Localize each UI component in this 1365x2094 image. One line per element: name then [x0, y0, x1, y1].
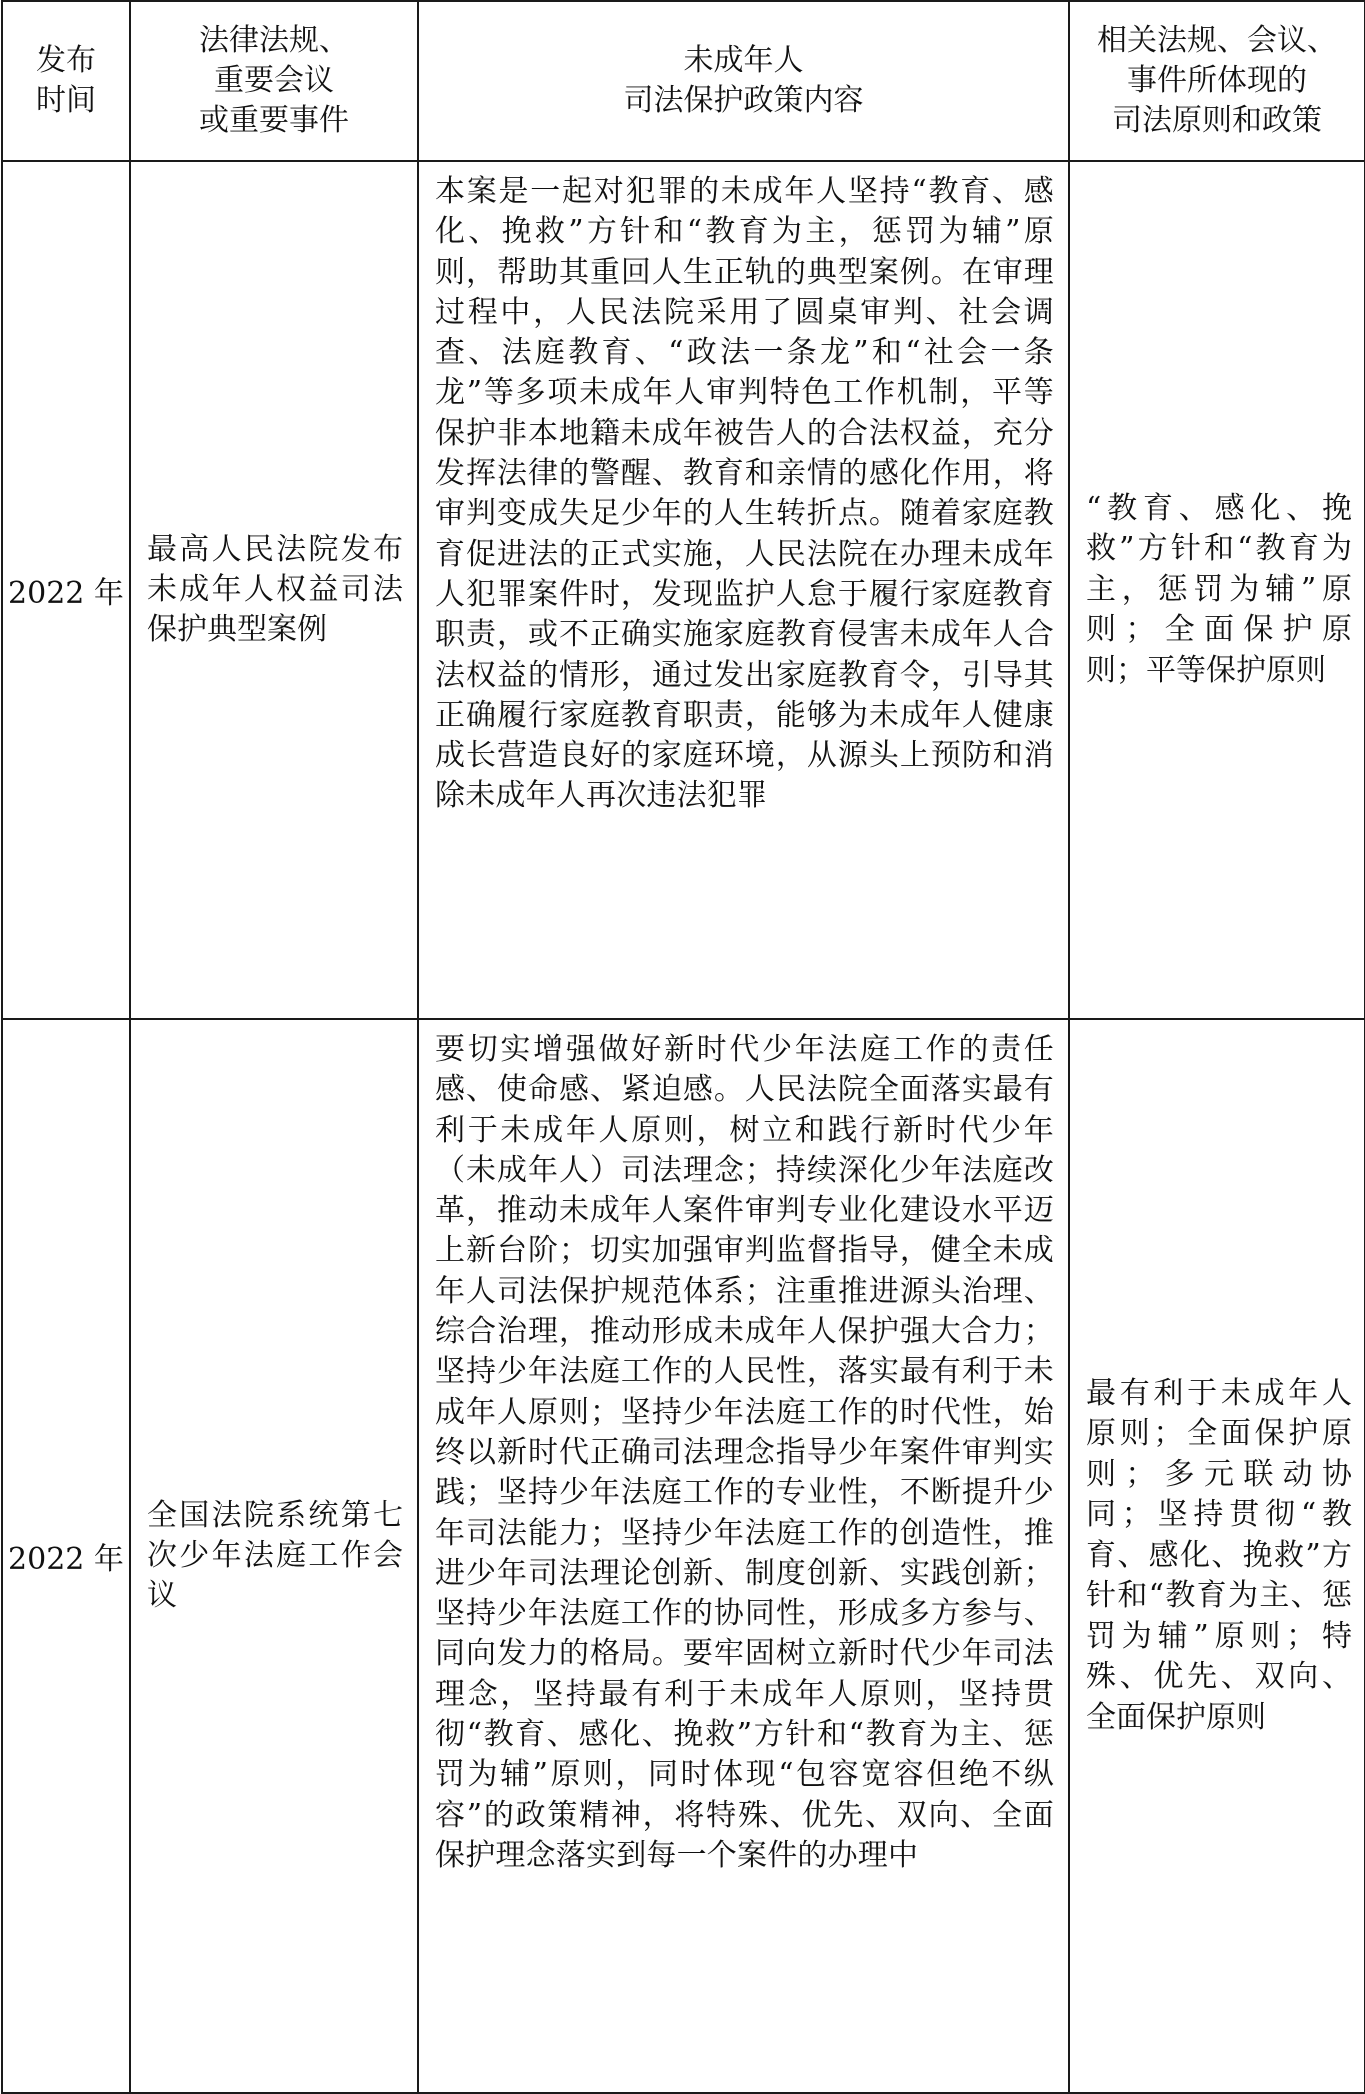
- event-cell: 全国法院系统第七次少年法庭工作会议: [130, 1019, 418, 2093]
- header-line: 时间: [36, 83, 96, 118]
- content-cell: 本案是一起对犯罪的未成年人坚持“教育、感化、挽救”方针和“教育为主，惩罚为辅”原则，帮助其重回人生正轨的典型案例。在审理过程中，人民法院采用了圆桌审判、社会调查、法庭教育、“政法一条龙”和“社会一条龙”等多项未成年人审判特色工作机制，平等保护非本地籍未成年被告人的合法权益，充分发挥法律的警醒、教育和亲情的感化作用，将审判变成失足少年的人生转折点。随着家庭教育促进法的正式实施，人民法院在办理未成年人犯罪案件时，发现监护人怠于履行家庭教育职责，或不正确实施家庭教育侵害未成年人合法权益的情形，通过发出家庭教育令，引导其正确履行家庭教育职责，能够为未成年人健康成长营造良好的家庭环境，从源头上预防和消除未成年人再次违法犯罪: [418, 161, 1069, 1019]
- header-line: 发布: [36, 43, 96, 78]
- header-line: 未成年人: [683, 43, 804, 78]
- header-line: 司法保护政策内容: [623, 83, 864, 118]
- header-line: 事件所体现的: [1127, 63, 1307, 98]
- content-cell: 要切实增强做好新时代少年法庭工作的责任感、使命感、紧迫感。人民法院全面落实最有利于未成年人原则，树立和践行新时代少年（未成年人）司法理念；持续深化少年法庭改革，推动未成年人案件审判专业化建设水平迈上新台阶；切实加强审判监督指导，健全未成年人司法保护规范体系；注重推进源头治理、综合治理，推动形成未成年人保护强大合力；坚持少年法庭工作的人民性，落实最有利于未成年人原则；坚持少年法庭工作的时代性，始终以新时代正确司法理念指导少年案件审判实践；坚持少年法庭工作的专业性，不断提升少年司法能力；坚持少年法庭工作的创造性，推进少年司法理论创新、制度创新、实践创新；坚持少年法庭工作的协同性，形成多方参与、同向发力的格局。要牢固树立新时代少年司法理念，坚持最有利于未成年人原则，坚持贯彻“教育、感化、挽救”方针和“教育为主、惩罚为辅”原则，同时体现“包容宽容但绝不纵容”的政策精神，将特殊、优先、双向、全面保护理念落实到每一个案件的办理中: [418, 1019, 1069, 2093]
- header-line: 司法原则和政策: [1112, 103, 1322, 138]
- table-row: [2, 1019, 1365, 2093]
- header-row: [2, 1, 1365, 161]
- header-line: 相关法规、会议、: [1097, 23, 1337, 58]
- event-cell: 最高人民法院发布未成年人权益司法保护典型案例: [130, 161, 418, 1019]
- header-law-event: [130, 1, 418, 161]
- principle-cell: 最有利于未成年人原则；全面保护原则；多元联动协同；坚持贯彻“教育、感化、挽救”方针和“教育为主、惩罚为辅”原则；特殊、优先、双向、全面保护原则: [1069, 1019, 1365, 2093]
- header-line: 或重要事件: [199, 103, 349, 138]
- header-policy-content: [418, 1, 1069, 161]
- principle-cell: “教育、感化、挽救”方针和“教育为主，惩罚为辅”原则；全面保护原则；平等保护原则: [1069, 161, 1365, 1019]
- header-line: 重要会议: [214, 63, 334, 98]
- date-cell: 2022 年: [2, 1019, 130, 2093]
- header-line: 法律法规、: [199, 23, 349, 58]
- header-publish-time: [2, 1, 130, 161]
- table-row: [2, 161, 1365, 1019]
- policy-table: [1, 0, 1365, 2094]
- header-principles: [1069, 1, 1365, 161]
- date-cell: 2022 年: [2, 161, 130, 1019]
